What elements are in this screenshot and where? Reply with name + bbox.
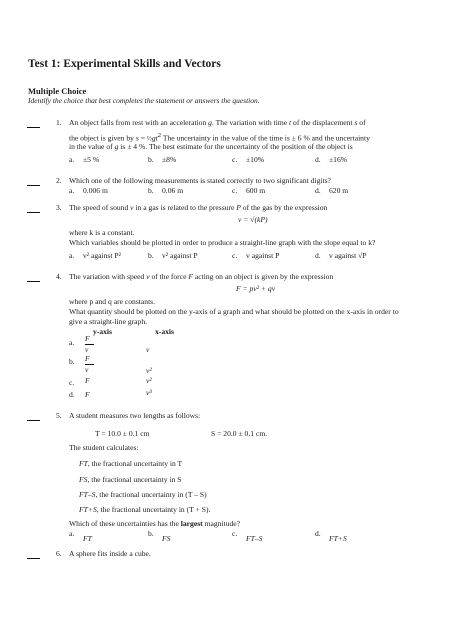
option-x-value: v² (146, 366, 152, 375)
option-letter: d. (69, 390, 75, 399)
question-text: in the value of g is ± 4 %. The best estimate for the uncertainty of the position of the object is (69, 142, 353, 151)
calc-item (79, 490, 207, 500)
option-x-value: v (146, 345, 150, 354)
option-text[interactable]: ±8% (162, 155, 177, 164)
calc-symbol: FT–S (79, 490, 96, 499)
option-letter: c. (232, 186, 238, 195)
option-letter: c. (232, 251, 238, 260)
fraction-numerator: F (85, 334, 90, 343)
fraction-denominator: v (85, 345, 89, 354)
calc-symbol: FT (79, 459, 88, 468)
option-text[interactable]: v² against P² (83, 251, 121, 260)
question-text-part: Which of these uncertainties has the (69, 519, 181, 528)
fraction-numerator: F (85, 354, 90, 363)
question-text: The student calculates: (69, 443, 139, 452)
question-text: where k is a constant. (69, 228, 135, 237)
calc-text: , the fractional uncertainty in (T + S). (96, 505, 211, 514)
option-letter: a. (69, 186, 75, 195)
question-text-part: magnitude? (202, 519, 241, 528)
option-text[interactable]: v against √P (329, 251, 367, 260)
option-y-value[interactable]: F (85, 390, 90, 399)
question-text: The variation with speed v of the force F acting on an object is given by the expression (69, 272, 334, 281)
question-text-bold: largest (180, 519, 203, 528)
option-letter: c. (69, 378, 75, 387)
option-text[interactable]: FS (162, 534, 171, 543)
option-letter: b. (148, 251, 154, 260)
option-x-value: v³ (146, 388, 152, 397)
option-text[interactable]: ±16% (329, 155, 348, 164)
answer-blank[interactable] (27, 127, 40, 128)
answer-blank[interactable] (27, 212, 40, 213)
calc-text: , the fractional uncertainty in T (87, 459, 183, 468)
calc-symbol: FS (79, 475, 88, 484)
question-text: where p and q are constants. (69, 297, 156, 306)
question-text: the object is given by $s = \frac{1}{2}gt^2$ The uncertainty in the value of the time is ± 6 % and the uncertainty (69, 132, 370, 143)
question-text: The speed of sound v in a gas is related to the pressure P of the gas by the expression (69, 203, 328, 212)
section-heading: Multiple Choice (28, 86, 87, 96)
option-letter: d. (315, 251, 321, 260)
question-number: 5. (56, 411, 62, 420)
option-letter: c. (232, 529, 238, 538)
answer-blank[interactable] (27, 281, 40, 282)
option-letter: a. (69, 338, 75, 347)
option-letter: d. (315, 155, 321, 164)
calc-item (79, 459, 182, 469)
question-text (69, 519, 240, 529)
calc-text: , the fractional uncertainty in (T – S) (95, 490, 207, 499)
calc-item (79, 505, 210, 515)
measurement-s: S = 20.0 ± 0.1 cm. (211, 429, 268, 438)
calc-text: , the fractional uncertainty in S (87, 475, 182, 484)
option-text[interactable]: FT–S (246, 534, 263, 543)
page-title: Test 1: Experimental Skills and Vectors (28, 58, 221, 70)
answer-blank[interactable] (27, 420, 40, 421)
option-text[interactable]: FT+S (329, 534, 347, 543)
equation: v = √(kP) (238, 215, 268, 224)
option-text[interactable]: 620 m (329, 186, 349, 195)
option-text[interactable]: ±5 % (83, 155, 100, 164)
option-letter: b. (148, 155, 154, 164)
option-text[interactable]: v against P (246, 251, 280, 260)
question-text: Which variables should be plotted in order to produce a straight-line graph with the slope equal to k? (69, 238, 376, 247)
fraction-denominator: v (85, 365, 89, 374)
column-header-x: x-axis (155, 327, 174, 336)
option-fraction[interactable] (85, 354, 94, 374)
option-text[interactable]: ±10% (246, 155, 265, 164)
option-text[interactable]: v² against P (162, 251, 198, 260)
option-letter: b. (148, 529, 154, 538)
option-fraction[interactable] (85, 334, 94, 354)
option-y-value[interactable]: F (85, 376, 90, 385)
option-letter: a. (69, 529, 75, 538)
question-text: An object falls from rest with an acceleration g. The variation with time t of the displacement s of (69, 118, 366, 127)
question-text: give a straight-line graph. (69, 317, 148, 326)
instructions: Identify the choice that best completes the statement or answers the question. (28, 96, 260, 105)
equation: F = pv² + qv (236, 284, 276, 293)
column-header-y: y-axis (93, 327, 112, 336)
calc-item (79, 475, 181, 485)
question-text: A sphere fits inside a cube. (69, 549, 151, 558)
question-number: 6. (56, 549, 62, 558)
calc-symbol: FT+S (79, 505, 97, 514)
option-text[interactable]: 0.006 m (83, 186, 108, 195)
question-text: What quantity should be plotted on the y-axis of a graph and what should be plotted on the x-axis in order to (69, 307, 399, 316)
option-letter: a. (69, 251, 75, 260)
question-number: 1. (56, 118, 62, 127)
option-text[interactable]: 600 m (246, 186, 266, 195)
option-letter: b. (69, 357, 75, 366)
answer-blank[interactable] (27, 558, 40, 559)
option-letter: c. (232, 155, 238, 164)
option-letter: b. (148, 186, 154, 195)
option-text[interactable]: 0.06 m (162, 186, 184, 195)
question-text: A student measures two lengths as follows: (69, 411, 201, 420)
option-letter: d. (315, 186, 321, 195)
question-number: 2. (56, 176, 62, 185)
option-text[interactable]: FT (83, 534, 92, 543)
measurement-t: T = 10.0 ± 0.1 cm (95, 429, 150, 438)
question-text: Which one of the following measurements is stated correctly to two significant digits? (69, 176, 331, 185)
option-letter: a. (69, 155, 75, 164)
question-number: 3. (56, 203, 62, 212)
option-letter: d. (315, 529, 321, 538)
answer-blank[interactable] (27, 185, 40, 186)
question-number: 4. (56, 272, 62, 281)
option-x-value: v² (146, 376, 152, 385)
